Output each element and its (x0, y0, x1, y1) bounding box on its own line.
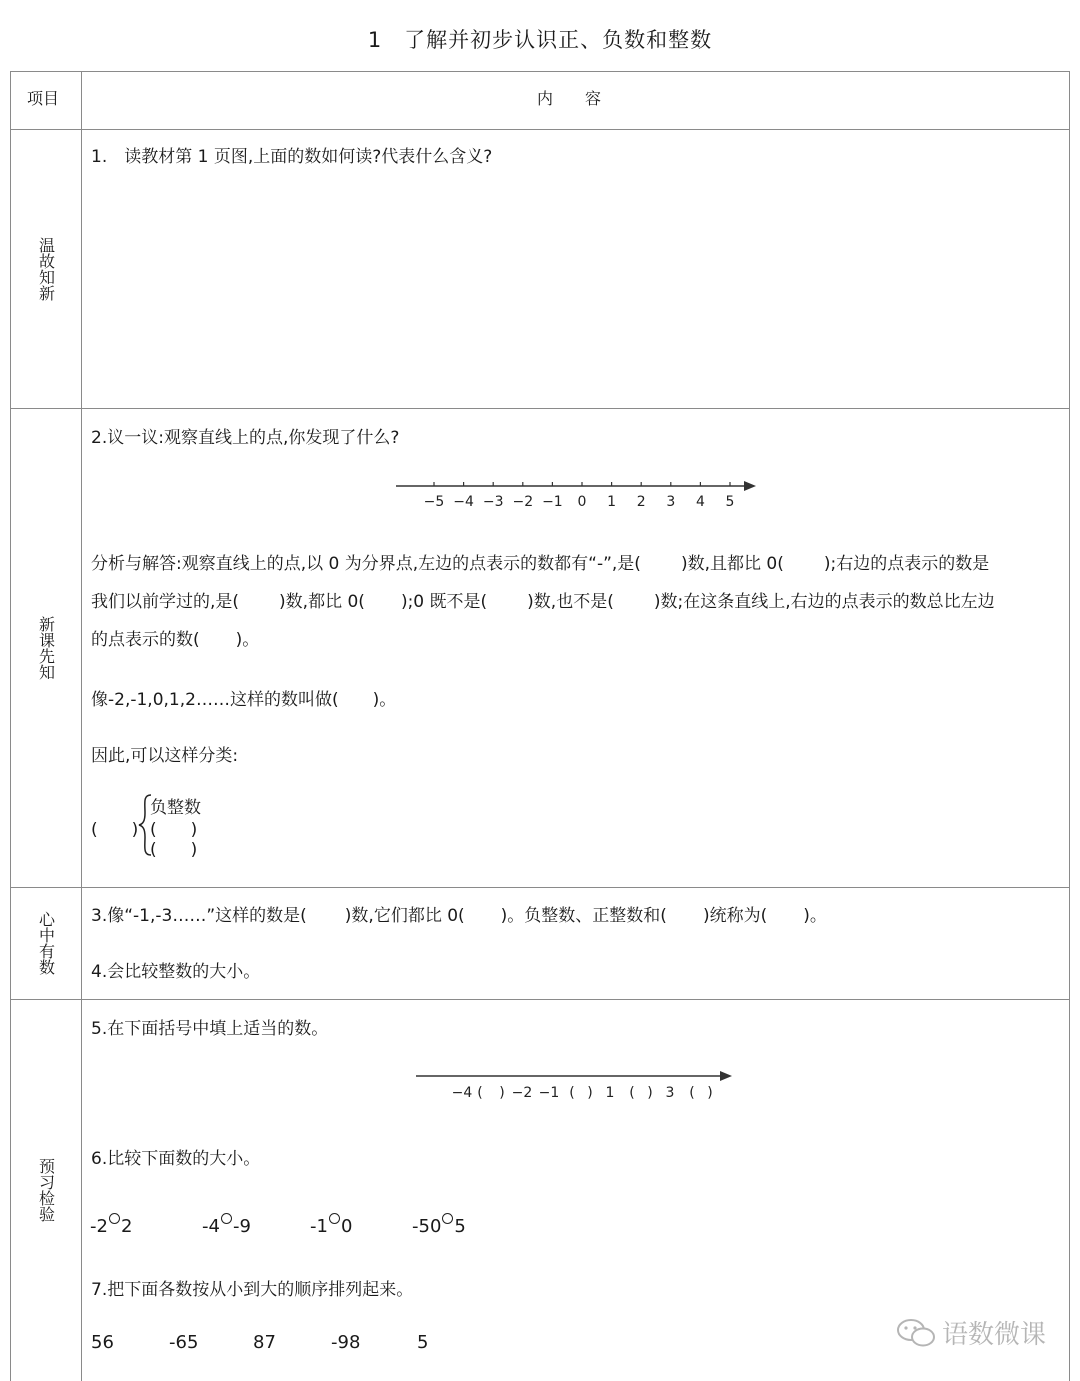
number-line-label: −2 (511, 1085, 533, 1101)
header-content: 内 容 (537, 89, 602, 108)
sort-number: 5 (417, 1332, 429, 1353)
number-line-label: 0 (577, 494, 587, 510)
number-line-label: ) (499, 1085, 505, 1101)
compare-left: -2 (90, 1216, 108, 1237)
table-border-right (1069, 71, 1070, 1381)
column-divider (81, 71, 82, 1381)
compare-circle[interactable] (329, 1213, 340, 1224)
question-5: 5.在下面括号中填上适当的数。 (91, 1019, 329, 1039)
number-line-label: ) (587, 1085, 593, 1101)
compare-left: -4 (202, 1216, 220, 1237)
sort-number: 87 (253, 1332, 276, 1353)
question-1: 1. 读教材第 1 页图,上面的数如何读?代表什么含义? (91, 147, 493, 167)
number-line-label: −2 (512, 494, 534, 510)
compare-right: -9 (232, 1216, 251, 1237)
number-line-label: −4 (453, 494, 474, 510)
number-line-label: −1 (542, 494, 563, 510)
classify-outer: ( ) (91, 820, 139, 840)
number-line-label: 3 (665, 1085, 675, 1101)
integer-definition: 像-2,-1,0,1,2……这样的数叫做( )。 (91, 690, 397, 710)
compare-circle[interactable] (221, 1213, 232, 1224)
classify-item-negative: 负整数 (150, 798, 201, 818)
classify-item-2: ( ) (150, 820, 198, 840)
number-line-label: ( (569, 1085, 575, 1101)
compare-circle[interactable] (109, 1213, 120, 1224)
number-line-label: 4 (695, 494, 705, 510)
table-border-top (10, 71, 1070, 72)
number-line-label: 5 (725, 494, 735, 510)
section-label-review (10, 129, 81, 408)
wechat-icon (896, 1318, 936, 1348)
compare-item (412, 1213, 466, 1237)
number-line-label: ( (629, 1085, 635, 1101)
number-line-label: 3 (666, 494, 676, 510)
number-line-label: ) (647, 1085, 653, 1101)
number-line-label: −5 (423, 494, 445, 510)
number-line-label: 2 (636, 494, 646, 510)
question-3: 3.像“-1,-3……”这样的数是( )数,它们都比 0( )。负整数、正整数和( )统称为( )。 (91, 906, 827, 926)
compare-right: 5 (454, 1216, 466, 1237)
section-label-preview (10, 408, 81, 887)
compare-left: -1 (310, 1216, 328, 1237)
question-4: 4.会比较整数的大小。 (91, 962, 261, 982)
number-line-label: ) (707, 1085, 713, 1101)
compare-item (202, 1213, 251, 1237)
section-label-text: 预习检验 (36, 1158, 56, 1222)
classify-intro: 因此,可以这样分类: (91, 746, 239, 766)
section-label-text: 新课先知 (36, 615, 56, 680)
number-line-label: −4 (451, 1085, 473, 1101)
number-line-label: 1 (607, 494, 617, 510)
watermark (896, 1314, 1046, 1351)
row-divider-2 (10, 887, 1070, 888)
sort-number: -98 (331, 1332, 361, 1353)
numbers-row (91, 1332, 691, 1362)
analysis-line-2: 我们以前学过的,是( )数,都比 0( );0 既不是( )数,也不是( )数;在这条直线上,右边的点表示的数总比左边 (91, 592, 995, 612)
number-line-label: −1 (538, 1085, 560, 1101)
section-label-text: 心中有数 (36, 911, 56, 975)
number-line-label: ( (689, 1085, 695, 1101)
question-7: 7.把下面各数按从小到大的顺序排列起来。 (91, 1280, 414, 1300)
analysis-line-1: 分析与解答:观察直线上的点,以 0 为分界点,左边的点表示的数都有“-”,是( )数,且都比 0( );右边的点表示的数是 (91, 554, 990, 574)
compare-row (90, 1213, 990, 1243)
classify-item-3: ( ) (150, 840, 198, 860)
section-label-text: 温故知新 (36, 236, 56, 301)
compare-right: 2 (120, 1216, 133, 1237)
question-6: 6.比较下面数的大小。 (91, 1149, 261, 1169)
compare-circle[interactable] (442, 1213, 453, 1224)
section-label-summary (10, 887, 81, 999)
watermark-text: 语数微课 (941, 1320, 1046, 1350)
compare-item (310, 1213, 352, 1237)
row-divider-3 (10, 999, 1070, 1000)
header-item: 项目 (27, 89, 60, 108)
compare-left: -50 (412, 1216, 442, 1237)
number-line-label: 1 (605, 1085, 615, 1101)
sort-number: 56 (91, 1332, 114, 1353)
question-2: 2.议一议:观察直线上的点,你发现了什么? (91, 428, 400, 448)
worksheet-table (10, 71, 1070, 1381)
number-line-2 (410, 1061, 750, 1107)
number-line-label: ( (477, 1085, 483, 1101)
row-divider-1 (10, 408, 1070, 409)
sort-number: -65 (169, 1332, 199, 1353)
number-line-label: −3 (482, 494, 504, 510)
analysis-line-3: 的点表示的数( )。 (91, 630, 260, 650)
header-divider (10, 129, 1070, 130)
section-label-check (10, 999, 81, 1381)
page-title: 1 了解并初步认识正、负数和整数 (367, 28, 713, 52)
compare-item (90, 1213, 132, 1237)
number-line-1 (390, 469, 770, 519)
analysis-paragraph (91, 545, 1071, 659)
compare-right: 0 (340, 1216, 353, 1237)
